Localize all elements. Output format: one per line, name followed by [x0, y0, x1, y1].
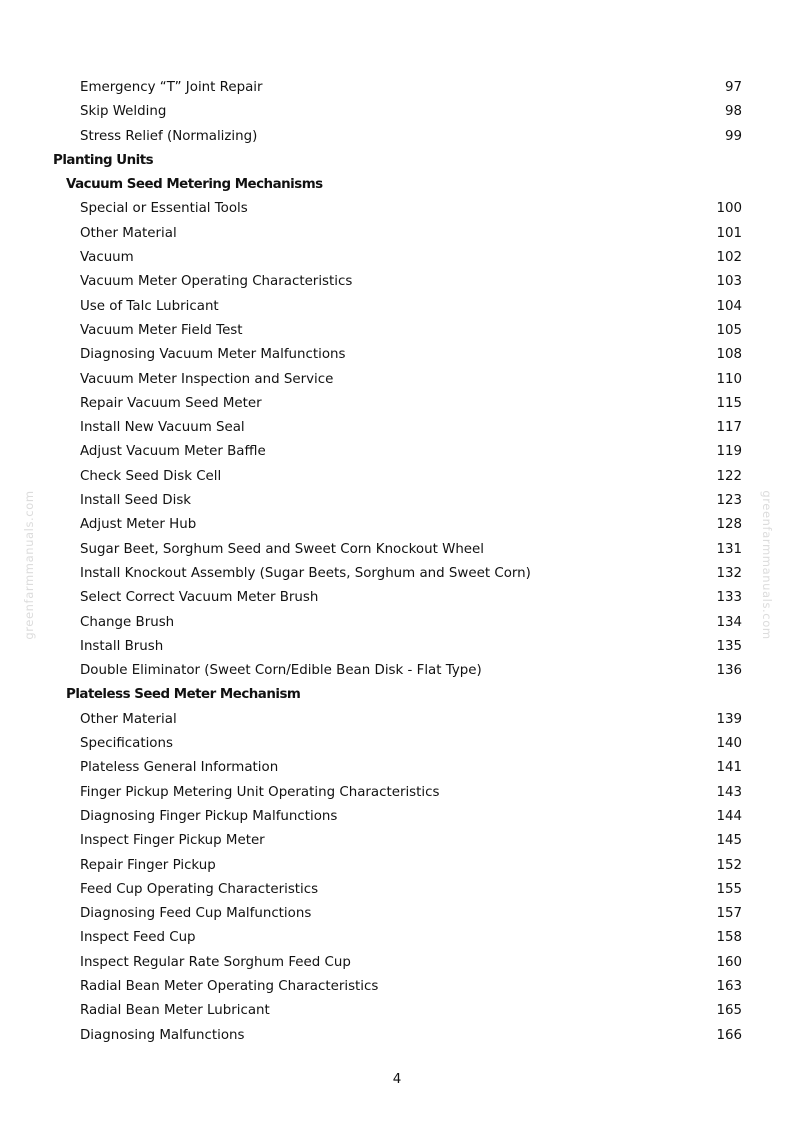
- toc-entry-page-number: 117: [716, 420, 742, 436]
- toc-entry-label: Special or Essential Tools: [80, 201, 248, 217]
- toc-entry: [0, 392, 794, 416]
- toc-entry-label: Other Material: [80, 711, 177, 727]
- toc-entry-page-number: 98: [724, 104, 742, 120]
- toc-entry: [0, 270, 794, 294]
- toc-entry-label: Specifications: [80, 736, 173, 752]
- toc-entry-label: Feed Cup Operating Characteristics: [80, 881, 319, 897]
- toc-entry: [0, 805, 794, 829]
- toc-entry-label: Vacuum: [80, 250, 134, 266]
- toc-entry-page-number: 152: [716, 857, 742, 873]
- toc-entry: [0, 368, 794, 392]
- toc-entry-page-number: 102: [716, 250, 742, 266]
- toc-entry-page-number: 110: [716, 371, 742, 387]
- toc-entry-page-number: 157: [716, 906, 742, 922]
- watermark-left: greenfarmmanuals.com: [22, 490, 36, 640]
- toc-entry: [0, 197, 794, 221]
- toc-entry-label: Planting Units: [53, 152, 154, 168]
- toc-entry: [0, 878, 794, 902]
- toc-entry-page-number: 123: [716, 493, 742, 509]
- toc-entry-label: Diagnosing Finger Pickup Malfunctions: [80, 808, 338, 824]
- toc-entry-label: Plateless Seed Meter Mechanism: [66, 687, 301, 703]
- toc-entry-page-number: 140: [716, 736, 742, 752]
- toc-entry: [0, 562, 794, 586]
- toc-entry-page-number: 136: [716, 663, 742, 679]
- toc-subsection-heading: [0, 683, 794, 707]
- toc-entry-label: Sugar Beet, Sorghum Seed and Sweet Corn Knockout Wheel: [80, 541, 485, 557]
- toc-entry-page-number: 134: [716, 614, 742, 630]
- toc-entry-page-number: 155: [716, 881, 742, 897]
- toc-entry: [0, 489, 794, 513]
- toc-entry-page-number: 160: [716, 954, 742, 970]
- toc-entry-label: Skip Welding: [80, 104, 167, 120]
- toc-entry-page-number: 119: [716, 444, 742, 460]
- toc-entry: [0, 611, 794, 635]
- toc-entry: [0, 513, 794, 537]
- toc-entry-label: Install Brush: [80, 638, 164, 654]
- toc-entry-page-number: 99: [724, 128, 742, 144]
- toc-entry: [0, 756, 794, 780]
- toc-entry-page-number: 131: [716, 541, 742, 557]
- toc-entry-page-number: 105: [716, 322, 742, 338]
- toc-entry: [0, 708, 794, 732]
- toc-entry-label: Inspect Finger Pickup Meter: [80, 833, 265, 849]
- toc-entry-page-number: 104: [716, 298, 742, 314]
- toc-entry-label: Repair Vacuum Seed Meter: [80, 395, 262, 411]
- toc-entry-page-number: 163: [716, 978, 742, 994]
- toc-entry-page-number: 97: [724, 80, 742, 95]
- page-number: 4: [392, 1072, 402, 1087]
- toc-entry-page-number: 141: [716, 760, 742, 776]
- toc-entry: [0, 926, 794, 950]
- toc-entry: [0, 854, 794, 878]
- toc-subsection-heading: [0, 173, 794, 197]
- toc-entry: [0, 440, 794, 464]
- toc-entry-page-number: 144: [716, 808, 742, 824]
- toc-entry-label: Install Seed Disk: [80, 493, 192, 509]
- toc-entry-label: Diagnosing Malfunctions: [80, 1027, 245, 1043]
- toc-entry-page-number: 128: [716, 517, 742, 533]
- toc-entry-label: Install Knockout Assembly (Sugar Beets, Sorghum and Sweet Corn): [80, 565, 531, 581]
- toc-entry: [0, 999, 794, 1023]
- toc-entry-label: Inspect Regular Rate Sorghum Feed Cup: [80, 954, 351, 970]
- toc-entry-page-number: 122: [716, 468, 742, 484]
- toc-entry: [0, 1024, 794, 1048]
- toc-entry: [0, 125, 794, 149]
- toc-entry-label: Radial Bean Meter Operating Characteristics: [80, 978, 379, 994]
- toc-entry-page-number: 133: [716, 590, 742, 606]
- toc-entry-label: Radial Bean Meter Lubricant: [80, 1003, 270, 1019]
- toc-entry-label: Vacuum Meter Inspection and Service: [80, 371, 334, 387]
- toc-entry-label: Check Seed Disk Cell: [80, 468, 222, 484]
- toc-entry: [0, 975, 794, 999]
- toc-entry-page-number: 165: [716, 1003, 742, 1019]
- toc-entry-page-number: 108: [716, 347, 742, 363]
- table-of-contents: [0, 76, 794, 1048]
- toc-entry-label: Stress Relief (Normalizing): [80, 128, 258, 144]
- toc-entry-label: Repair Finger Pickup: [80, 857, 216, 873]
- toc-section-heading: [0, 149, 794, 173]
- toc-entry-label: Plateless General Information: [80, 760, 279, 776]
- toc-entry-label: Diagnosing Feed Cup Malfunctions: [80, 906, 312, 922]
- toc-entry-label: Adjust Meter Hub: [80, 517, 197, 533]
- toc-entry: [0, 343, 794, 367]
- toc-entry: [0, 635, 794, 659]
- toc-entry: [0, 538, 794, 562]
- toc-entry: [0, 416, 794, 440]
- toc-entry-label: Select Correct Vacuum Meter Brush: [80, 590, 319, 606]
- toc-entry-label: Inspect Feed Cup: [80, 930, 196, 946]
- watermark-right: greenfarmmanuals.com: [760, 490, 774, 640]
- toc-entry-page-number: 158: [716, 930, 742, 946]
- toc-entry-page-number: 145: [716, 833, 742, 849]
- toc-entry-page-number: 103: [716, 274, 742, 290]
- toc-entry: [0, 586, 794, 610]
- toc-entry-page-number: 135: [716, 638, 742, 654]
- toc-entry-label: Change Brush: [80, 614, 175, 630]
- toc-entry-label: Emergency “T” Joint Repair: [80, 80, 263, 95]
- toc-entry-page-number: 101: [716, 225, 742, 241]
- toc-entry-page-number: 139: [716, 711, 742, 727]
- toc-entry: [0, 659, 794, 683]
- toc-entry: [0, 246, 794, 270]
- toc-entry: [0, 902, 794, 926]
- toc-entry-label: Vacuum Meter Operating Characteristics: [80, 274, 353, 290]
- toc-entry: [0, 781, 794, 805]
- toc-entry: [0, 829, 794, 853]
- toc-entry-label: Finger Pickup Metering Unit Operating Characteristics: [80, 784, 440, 800]
- toc-entry: [0, 319, 794, 343]
- toc-entry-label: Vacuum Seed Metering Mechanisms: [66, 177, 323, 193]
- toc-entry-page-number: 115: [716, 395, 742, 411]
- toc-entry-page-number: 166: [716, 1027, 742, 1043]
- toc-entry-page-number: 100: [716, 201, 742, 217]
- toc-entry-label: Install New Vacuum Seal: [80, 420, 245, 436]
- toc-entry-label: Vacuum Meter Field Test: [80, 322, 243, 338]
- toc-entry-page-number: 132: [716, 565, 742, 581]
- toc-entry-label: Double Eliminator (Sweet Corn/Edible Bean Disk - Flat Type): [80, 663, 482, 679]
- toc-entry: [0, 295, 794, 319]
- toc-entry-label: Other Material: [80, 225, 177, 241]
- toc-entry: [0, 951, 794, 975]
- toc-entry: [0, 465, 794, 489]
- toc-entry: [0, 222, 794, 246]
- toc-entry-label: Use of Talc Lubricant: [80, 298, 219, 314]
- toc-entry-label: Adjust Vacuum Meter Baffle: [80, 444, 266, 460]
- toc-entry: [0, 100, 794, 124]
- toc-entry-label: Diagnosing Vacuum Meter Malfunctions: [80, 347, 346, 363]
- toc-entry-page-number: 143: [716, 784, 742, 800]
- toc-entry: [0, 76, 794, 100]
- toc-entry: [0, 732, 794, 756]
